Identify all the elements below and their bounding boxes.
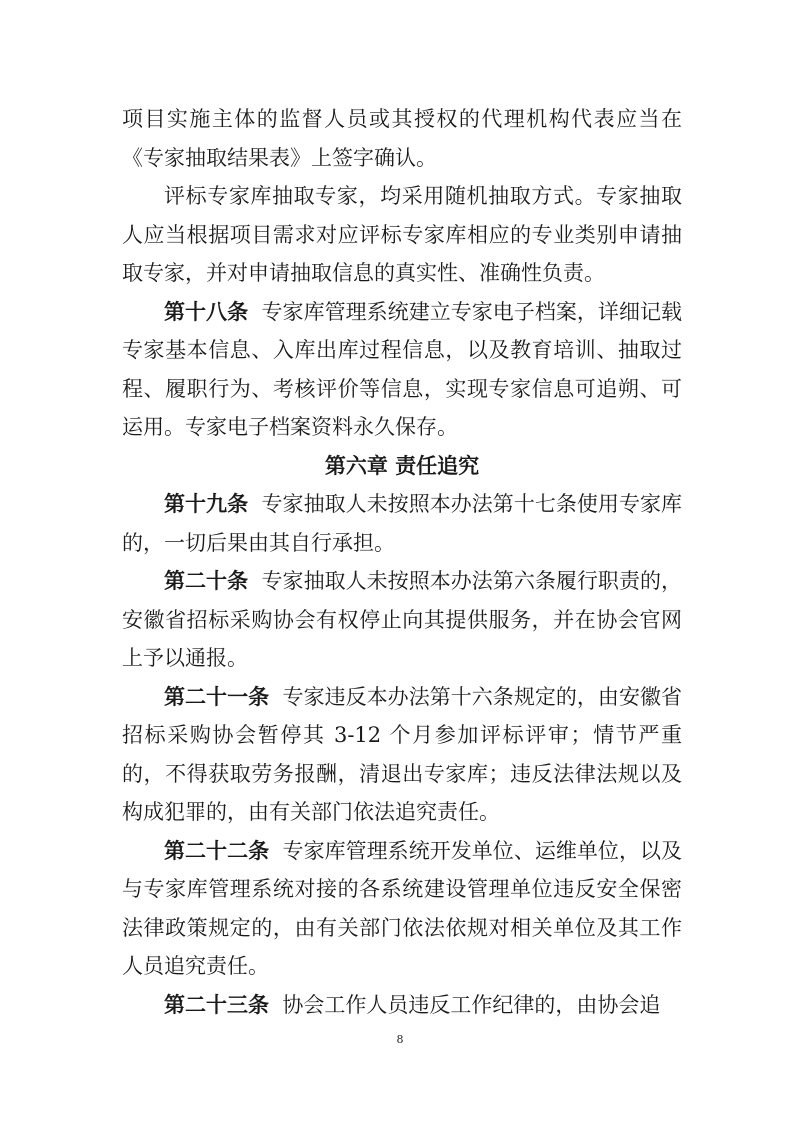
article-number: 第二十条	[164, 568, 249, 593]
chapter-heading	[122, 447, 682, 486]
article-21	[122, 678, 682, 832]
article-number: 第二十一条	[164, 683, 270, 709]
article-text: 专家库管理系统建立专家电子档案，详细记载专家基本信息、入库出库过程信息，以及教育培训、抽取过程、履职行为、考核评价等信息，实现专家信息可追朔、可运用。专家电子档案资料永久保存。	[122, 299, 683, 439]
article-number: 第二十三条	[164, 991, 269, 1017]
chapter-title: 第六章 责任追究	[324, 452, 480, 478]
article-text: 专家违反本办法第十六条规定的，由安徽省招标采购协会暂停其 3-12 个月参加评标评审；情节严重的，不得获取劳务报酬，清退出专家库；违反法律法规以及构成犯罪的，由有关部门依法追究责任。	[122, 684, 683, 824]
paragraph-1	[122, 100, 682, 177]
article-number: 第二十二条	[164, 837, 270, 863]
article-19	[122, 485, 682, 562]
article-number: 第十九条	[164, 491, 249, 516]
article-number: 第十八条	[164, 298, 249, 324]
paragraph-text: 评标专家库抽取专家，均采用随机抽取方式。专家抽取人应当根据项目需求对应评标专家库相应的专业类别申请抽取专家，并对申请抽取信息的真实性、准确性负责。	[122, 184, 682, 285]
page-number: 8	[396, 1033, 404, 1046]
document-body	[122, 100, 682, 1024]
article-18	[122, 293, 682, 447]
article-text: 协会工作人员违反工作纪律的，由协会追	[282, 992, 661, 1017]
paragraph-2	[122, 177, 682, 293]
article-text: 专家抽取人未按照本办法第六条履行职责的，安徽省招标采购协会有权停止向其提供服务，并在协会官网上予以通报。	[122, 569, 683, 670]
article-23	[122, 986, 682, 1025]
article-22	[122, 832, 682, 986]
article-text: 专家库管理系统开发单位、运维单位，以及与专家库管理系统对接的各系统建设管理单位违反安全保密法律政策规定的，由有关部门依法依规对相关单位及其工作人员追究责任。	[122, 838, 683, 978]
article-20	[122, 562, 682, 678]
article-text: 专家抽取人未按照本办法第十七条使用专家库的，一切后果由其自行承担。	[122, 492, 683, 555]
paragraph-text: 项目实施主体的监督人员或其授权的代理机构代表应当在《专家抽取结果表》上签字确认。	[122, 107, 682, 170]
